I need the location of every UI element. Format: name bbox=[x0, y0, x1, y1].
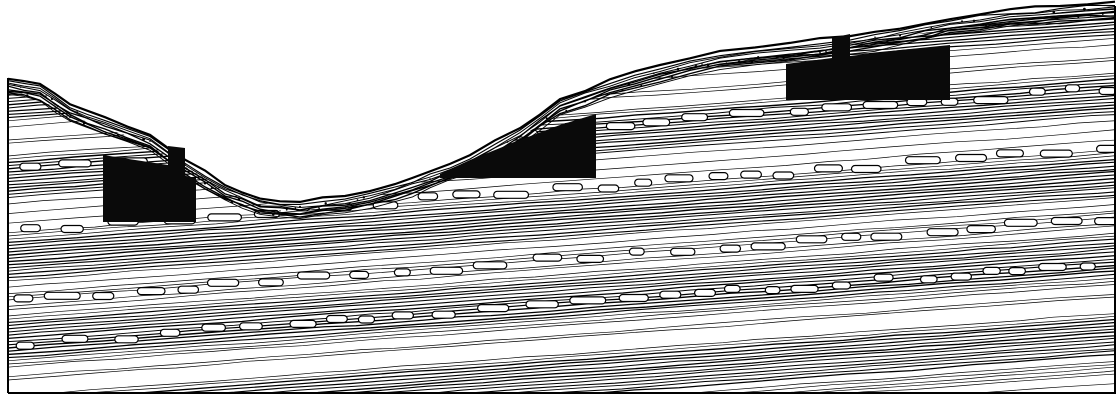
surface-stipple bbox=[415, 188, 417, 190]
nodule bbox=[526, 301, 558, 308]
surface-stipple bbox=[707, 63, 710, 66]
nodule bbox=[695, 289, 716, 296]
nodule bbox=[358, 316, 374, 323]
nodule bbox=[598, 185, 619, 192]
nodule bbox=[62, 335, 88, 342]
surface-stipple bbox=[286, 209, 288, 211]
surface-stipple bbox=[1083, 8, 1086, 11]
surface-stipple bbox=[738, 60, 741, 63]
surface-stipple bbox=[622, 89, 624, 91]
surface-stipple bbox=[931, 27, 932, 28]
surface-stipple bbox=[973, 20, 975, 22]
nodule bbox=[478, 305, 509, 312]
nodule bbox=[815, 165, 843, 172]
nodule bbox=[951, 273, 971, 280]
nodule bbox=[682, 114, 708, 121]
nodule bbox=[643, 119, 670, 126]
nodule bbox=[259, 279, 284, 286]
surface-stipple bbox=[597, 99, 598, 100]
nodule bbox=[665, 175, 693, 182]
surface-stipple bbox=[1052, 11, 1055, 14]
nodule bbox=[178, 286, 199, 293]
nodule bbox=[453, 191, 480, 198]
nodule bbox=[93, 293, 114, 300]
nodule bbox=[16, 342, 34, 349]
surface-stipple bbox=[519, 138, 521, 140]
surface-stipple bbox=[789, 58, 791, 60]
nodule bbox=[842, 233, 861, 240]
nodule bbox=[1030, 88, 1046, 95]
nodule bbox=[660, 291, 681, 298]
nodule bbox=[751, 243, 785, 250]
surface-stipple bbox=[325, 202, 327, 204]
nodule bbox=[553, 184, 583, 191]
surface-stipple bbox=[363, 196, 365, 198]
surface-stipple bbox=[627, 83, 630, 86]
nodule bbox=[240, 323, 263, 330]
surface-stipple bbox=[893, 40, 894, 41]
surface-stipple bbox=[245, 206, 246, 207]
surface-stipple bbox=[757, 56, 759, 58]
nodule bbox=[1080, 263, 1095, 270]
nodule bbox=[392, 312, 413, 319]
nodule bbox=[832, 282, 850, 289]
nodule bbox=[1099, 88, 1116, 95]
nodule bbox=[432, 311, 455, 318]
surface-stipple bbox=[142, 138, 145, 141]
surface-stipple bbox=[874, 36, 875, 37]
surface-stipple bbox=[546, 117, 548, 119]
nodule bbox=[473, 262, 507, 269]
nodule bbox=[1040, 150, 1072, 157]
surface-stipple bbox=[825, 51, 827, 53]
nodule bbox=[1009, 268, 1026, 275]
surface-stipple bbox=[886, 41, 889, 44]
surface-stipple bbox=[603, 90, 604, 91]
nodule bbox=[629, 248, 644, 255]
nodule bbox=[983, 267, 1000, 274]
nodule bbox=[874, 274, 893, 281]
surface-stipple bbox=[76, 111, 78, 113]
surface-stipple bbox=[665, 73, 667, 75]
surface-stipple bbox=[312, 206, 314, 208]
nodule bbox=[418, 193, 438, 200]
surface-stipple bbox=[83, 123, 85, 125]
surface-stipple bbox=[899, 34, 901, 36]
nodule bbox=[61, 226, 83, 233]
surface-stipple bbox=[701, 63, 702, 64]
nodule bbox=[350, 271, 369, 278]
stratum-line bbox=[8, 394, 1119, 401]
surface-stipple bbox=[659, 77, 661, 79]
surface-stipple bbox=[279, 210, 280, 211]
nodule bbox=[577, 255, 604, 262]
nodule bbox=[725, 285, 741, 292]
nodule bbox=[765, 287, 780, 294]
surface-stipple bbox=[217, 194, 219, 196]
surface-stipple bbox=[776, 56, 779, 59]
nodule bbox=[20, 163, 41, 170]
nodule bbox=[791, 285, 818, 292]
nodule bbox=[290, 320, 316, 327]
nodule bbox=[208, 279, 239, 286]
nodule bbox=[1065, 85, 1079, 92]
nodule bbox=[729, 110, 764, 117]
nodule bbox=[967, 226, 996, 233]
surface-stipple bbox=[272, 213, 275, 216]
nodule bbox=[1004, 219, 1037, 226]
nodule bbox=[863, 102, 898, 109]
surface-stipple bbox=[671, 76, 673, 78]
nodule bbox=[208, 214, 242, 221]
nodule bbox=[773, 172, 794, 179]
nodule bbox=[852, 166, 882, 173]
nodule bbox=[115, 336, 138, 343]
nodule bbox=[796, 236, 827, 243]
surface-stipple bbox=[1090, 15, 1092, 17]
surface-stipple bbox=[13, 84, 15, 86]
surface-stipple bbox=[156, 149, 157, 150]
surface-stipple bbox=[224, 197, 227, 200]
nodule bbox=[327, 316, 348, 323]
surface-stipple bbox=[51, 98, 53, 100]
surface-stipple bbox=[204, 182, 206, 184]
nodule bbox=[202, 324, 226, 331]
surface-stipple bbox=[357, 199, 359, 201]
nodule bbox=[14, 295, 33, 302]
nodule bbox=[606, 123, 634, 130]
surface-stipple bbox=[211, 187, 213, 189]
nodule bbox=[956, 155, 987, 162]
surface-stipple bbox=[20, 87, 21, 88]
nodule bbox=[44, 292, 80, 299]
surface-stipple bbox=[429, 178, 430, 179]
surface-stipple bbox=[26, 94, 28, 96]
nodule bbox=[21, 225, 41, 232]
surface-stipple bbox=[117, 134, 119, 136]
surface-stipple bbox=[640, 85, 642, 87]
surface-stipple bbox=[299, 206, 301, 208]
nodule bbox=[533, 254, 562, 261]
surface-stipple bbox=[57, 105, 59, 107]
surface-stipple bbox=[985, 24, 987, 26]
surface-stipple bbox=[45, 95, 46, 96]
nodule bbox=[871, 233, 902, 240]
surface-stipple bbox=[819, 52, 821, 54]
nodule bbox=[59, 160, 91, 167]
nodule bbox=[430, 267, 462, 274]
surface-stipple bbox=[726, 62, 728, 64]
surface-stipple bbox=[783, 57, 785, 59]
surface-stipple bbox=[924, 34, 926, 36]
surface-stipple bbox=[507, 141, 509, 143]
nodule bbox=[1039, 264, 1067, 271]
surface-stipple bbox=[238, 198, 241, 201]
surface-stipple bbox=[231, 200, 234, 203]
surface-stipple bbox=[1102, 14, 1104, 16]
nodule bbox=[709, 173, 728, 180]
surface-stipple bbox=[653, 72, 655, 74]
surface-stipple bbox=[565, 110, 567, 112]
nodule bbox=[822, 104, 852, 111]
surface-stipple bbox=[1077, 17, 1079, 19]
surface-stipple bbox=[584, 101, 586, 103]
nodule bbox=[619, 295, 648, 302]
surface-stipple bbox=[695, 65, 698, 68]
nodule bbox=[1051, 218, 1082, 225]
surface-stipple bbox=[750, 60, 753, 63]
nodule bbox=[394, 269, 410, 276]
nodule bbox=[298, 272, 330, 279]
nodule bbox=[635, 179, 652, 186]
nodule bbox=[137, 288, 165, 295]
surface-stipple bbox=[104, 131, 106, 133]
surface-stipple bbox=[69, 117, 71, 119]
nodule bbox=[494, 191, 529, 198]
nodule bbox=[921, 276, 938, 283]
nodule bbox=[974, 97, 1008, 104]
nodule bbox=[906, 157, 941, 164]
nodule bbox=[997, 150, 1024, 157]
nodule bbox=[741, 171, 762, 178]
nodule bbox=[570, 297, 606, 304]
nodule bbox=[160, 329, 180, 336]
nodule bbox=[790, 108, 808, 115]
nodule bbox=[927, 229, 958, 236]
surface-stipple bbox=[149, 140, 150, 141]
nodule bbox=[671, 248, 695, 255]
surface-stipple bbox=[961, 20, 963, 22]
nodule bbox=[720, 245, 740, 252]
surface-stipple bbox=[259, 205, 260, 206]
surface-stipple bbox=[677, 68, 680, 71]
